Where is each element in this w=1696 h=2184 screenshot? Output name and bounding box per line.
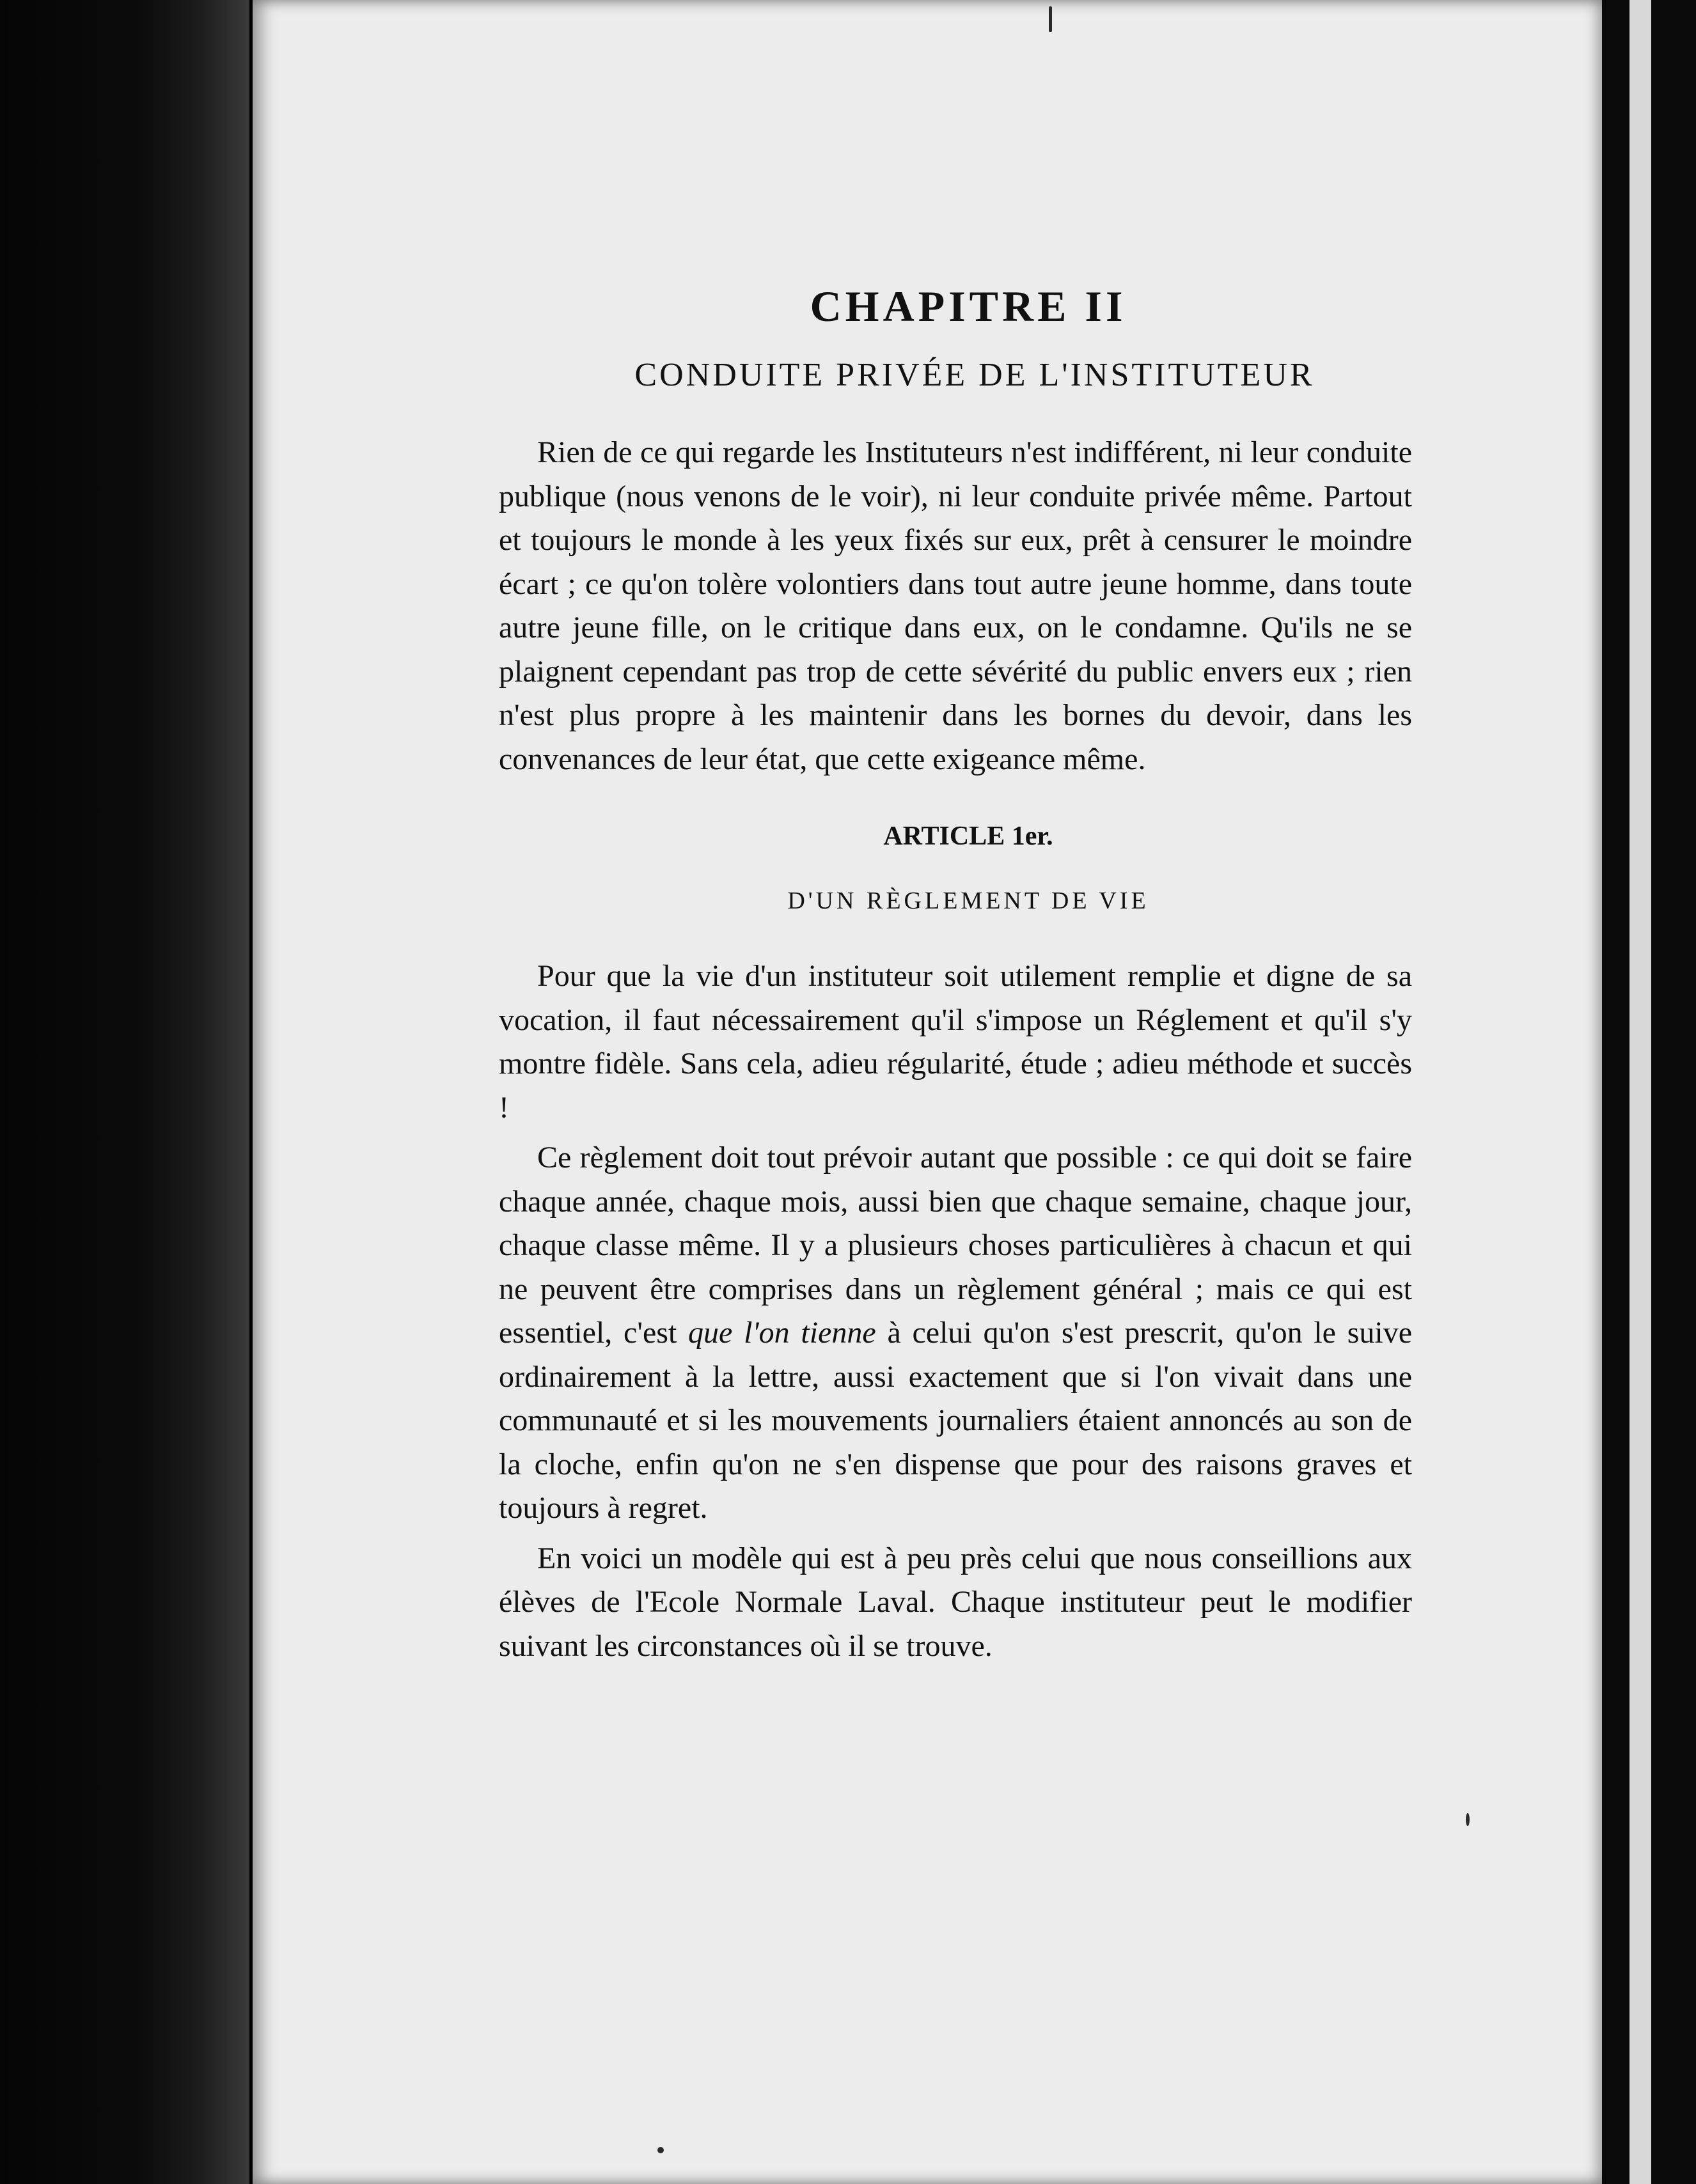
chapter-subtitle: CONDUITE PRIVÉE DE L'INSTITUTEUR <box>634 357 1315 393</box>
paragraph-text: à celui qu'on s'est prescrit, qu'on le suive ordinairement à la lettre, aussi exactement que si l'on vivait dans une communauté et si les mouvements journaliers étaient annoncés au son de la cloche, enfin qu'on ne s'en dispense que pour des raisons graves et toujours à regret. <box>499 1316 1413 1525</box>
next-page-edge <box>1629 0 1651 2184</box>
paragraph: Pour que la vie d'un instituteur soit utilement remplie et digne de sa vocation, il faut nécessairement qu'il s'impose un Réglement et qu'il s'y montre fidèle. Sans cela, adieu régularité, étude ; adieu méthode et succès ! <box>499 959 1412 1125</box>
paragraph <box>499 1136 1412 1531</box>
article-subheading: D'UN RÈGLEMENT DE VIE <box>787 887 1149 914</box>
speck <box>1049 6 1052 32</box>
book-spine-shadow <box>0 0 249 2184</box>
page-text <box>499 281 1412 1668</box>
speck <box>657 2147 664 2153</box>
intro-paragraph: Rien de ce qui regarde les Instituteurs n'est indifférent, ni leur conduite publique (nous venons de le voir), ni leur conduite privée même. Partout et toujours le monde à les yeux fixés sur eux, prêt à censurer le moindre écart ; ce qu'on tolère volontiers dans tout autre jeune homme, dans toute autre jeune fille, on le critique dans eux, on le condamne. Qu'ils ne se plaignent cependant pas trop de cette sévérité du public envers eux ; rien n'est plus propre à les maintenir dans les bornes du devoir, dans les convenances de leur état, que cette exigeance même. <box>499 435 1412 776</box>
binding-edge <box>221 0 227 2184</box>
chapter-title: CHAPITRE II <box>810 282 1127 331</box>
speck <box>1466 1813 1470 1826</box>
article-heading: ARTICLE 1er. <box>883 822 1053 851</box>
italic-phrase: que l'on tienne <box>688 1316 876 1350</box>
paragraph: En voici un modèle qui est à peu près celui que nous conseillions aux élèves de l'Ecole Normale Laval. Chaque instituteur peut le modifier suivant les circonstances où il se trouve. <box>499 1541 1412 1663</box>
paragraph-text: Ce règlement doit tout prévoir autant que possible : ce qui doit se faire chaque année, chaque mois, aussi bien que chaque semaine, chaque jour, chaque classe même. Il y a plusieurs choses particulières à chacun et qui ne peuvent être comprises dans un règlement général ; mais ce qui est essentiel, c'est <box>499 1141 1412 1350</box>
